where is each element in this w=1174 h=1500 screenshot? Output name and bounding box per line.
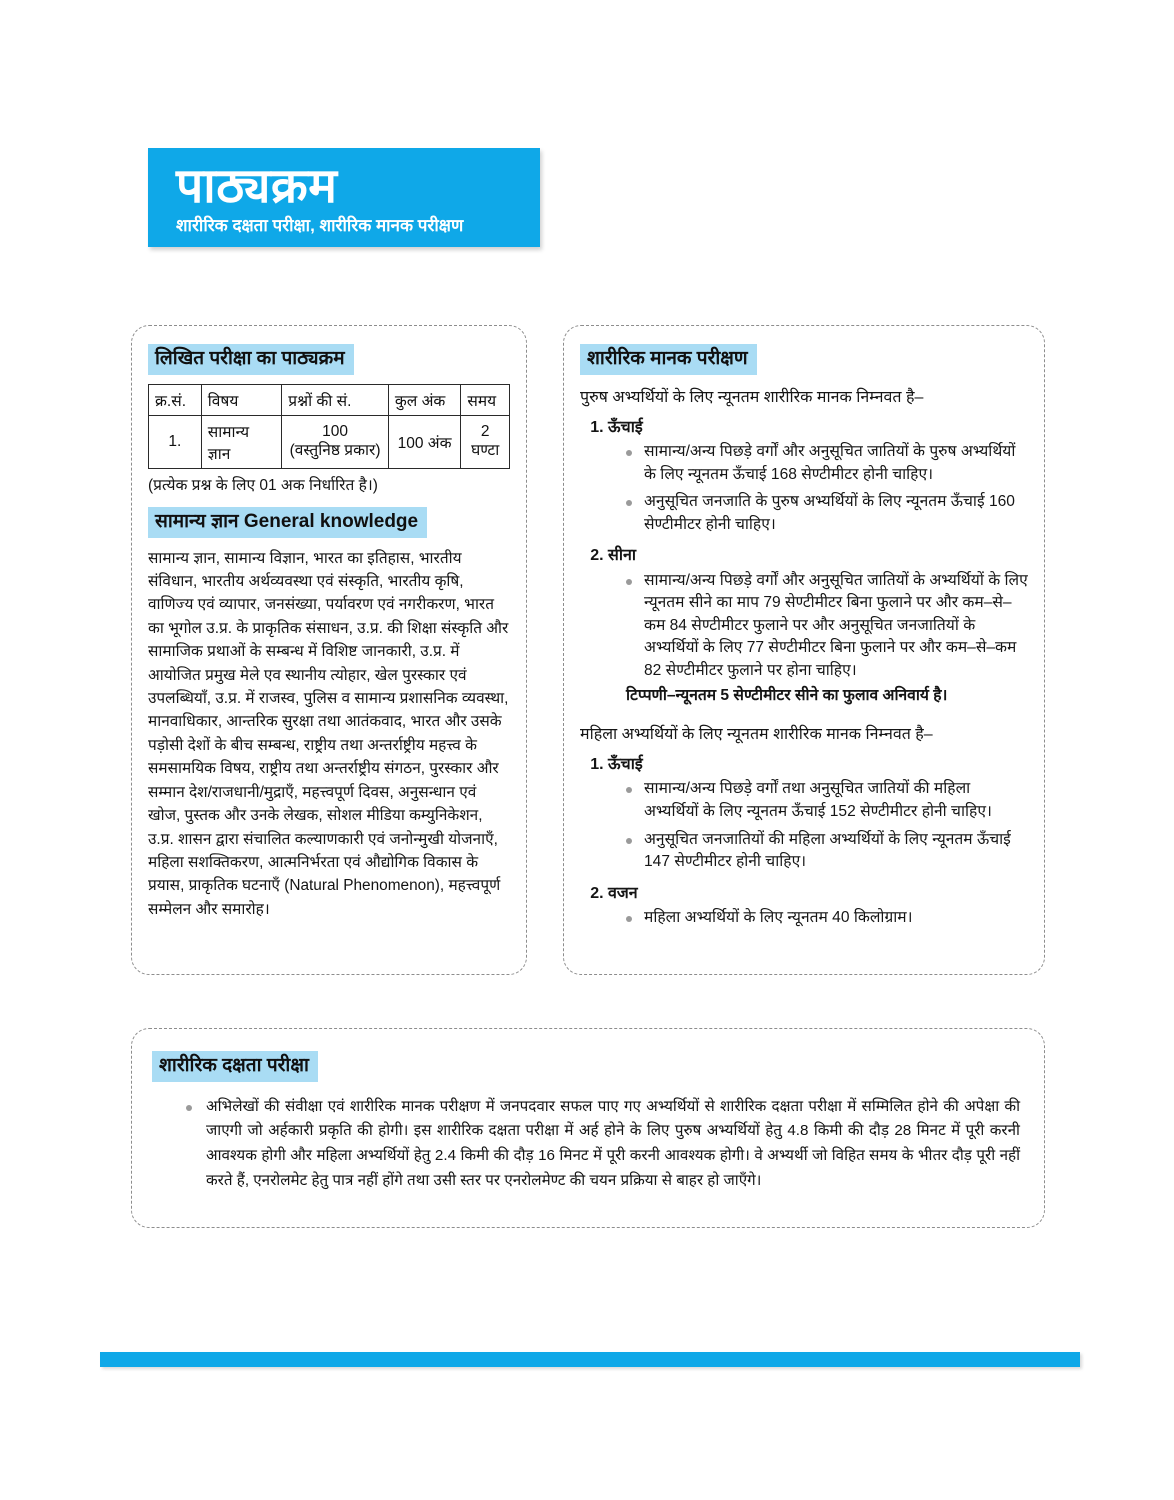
- general-knowledge-heading: [148, 507, 427, 538]
- list-item: सामान्य/अन्य पिछड़े वर्गों तथा अनुसूचित जातियों की महिला अभ्यर्थियों के लिए न्यूनतम ऊँचाई 152 सेण्टीमीटर होनी चाहिए।: [626, 778, 1028, 823]
- cell-marks: 100 अंक: [388, 415, 461, 468]
- table-note: (प्रत्येक प्रश्न के लिए 01 अक निर्धारित है।): [148, 476, 378, 494]
- cell-questions: [282, 415, 389, 468]
- physical-efficiency-test-panel: [131, 1028, 1045, 1228]
- physical-efficiency-heading: शारीरिक दक्षता परीक्षा: [152, 1051, 318, 1082]
- th-marks: कुल अंक: [388, 384, 461, 415]
- footer-accent-bar: [100, 1352, 1080, 1367]
- list-item: सामान्य/अन्य पिछड़े वर्गों और अनुसूचित जातियों के पुरुष अभ्यर्थियों के लिए न्यूनतम ऊँचाई 168 सेण्टीमीटर होनी चाहिए।: [626, 441, 1028, 486]
- male-chest-title: सीना: [608, 547, 636, 565]
- male-standards-list: [580, 416, 1028, 707]
- male-height-section: [608, 416, 1028, 537]
- list-item: अभिलेखों की संवीक्षा एवं शारीरिक मानक परीक्षण में जनपदवार सफल पाए गए अभ्यर्थियों से शारीरिक दक्षता परीक्षा में सम्मिलित होने की अपेक्षा की जाएगी जो अर्हकारी प्रकृति की होगी। इस शारीरिक दक्षता परीक्षा में अर्ह होने के लिए पुरुष अभ्यर्थियों हेतु 4.8 किमी की दौड़ 28 मिनट में पूरी करनी आवश्यक होगी और महिला अभ्यर्थियों हेतु 2.4 किमी की दौड़ 16 मिनट में पूरी करनी आवश्यक होगी। वे अभ्यर्थी जो विहित समय के भीतर दौड़ पूरी नहीं करते हैं, एनरोलमेट हेतु पात्र नहीं होंगे तथा उसी स्तर पर एनरोलमेण्ट की चयन प्रक्रिया से बाहर हो जाएँगे।: [186, 1095, 1020, 1194]
- general-knowledge-body: सामान्य ज्ञान, सामान्य विज्ञान, भारत का इतिहास, भारतीय संविधान, भारतीय अर्थव्यवस्था एवं संस्कृति, भारतीय कृषि, वाणिज्य एवं व्यापार, जनसंख्या, पर्यावरण एवं नगरीकरण, भारत का भूगोल उ.प्र. के प्राकृतिक संसाधन, उ.प्र. की शिक्षा संस्कृति और सामाजिक प्रथाओं के सम्बन्ध में विशिष्ट जानकारी, उ.प्र. में आयोजित प्रमुख मेले एव स्थानीय त्योहार, खेल पुरस्कार एवं उपलब्धियाँ, उ.प्र. में राजस्व, पुलिस व सामान्य प्रशासनिक व्यवस्था, मानवाधिकार, आन्तरिक सुरक्षा तथा आतंकवाद, भारत और उसके पड़ोसी देशों के बीच सम्बन्ध, राष्ट्रीय तथा अन्तर्राष्ट्रीय महत्त्व के समसामयिक विषय, राष्ट्रीय तथा अन्तर्राष्ट्रीय संगठन, पुरस्कार और सम्मान देश/राजधानी/मुद्राएँ, महत्त्वपूर्ण दिवस, अनुसन्धान एवं खोज, पुस्तक और उनके लेखक, सोशल मीडिया कम्युनिकेशन, उ.प्र. शासन द्वारा संचालित कल्याणकारी एवं जनोन्मुखी योजनाएँ, महिला सशक्तिकरण, आत्मनिर्भरता एवं औद्योगिक विकास के प्रयास, प्राकृतिक घटनाएँ (Natural Phenomenon), महत्त्वपूर्ण सम्मेलन और समारोह।: [148, 549, 509, 918]
- female-standards-list: [580, 753, 1028, 929]
- th-serial: क्र.सं.: [149, 384, 202, 415]
- gk-heading-hindi: सामान्य ज्ञान: [155, 510, 244, 532]
- cell-time: [461, 415, 510, 468]
- male-height-bullets: [608, 441, 1028, 536]
- female-height-title: ऊँचाई: [608, 756, 643, 774]
- th-subject: विषय: [201, 384, 282, 415]
- cell-subject: सामान्य ज्ञान: [201, 415, 282, 468]
- female-weight-bullets: [608, 907, 1028, 930]
- male-height-title: ऊँचाई: [608, 418, 643, 436]
- male-standards-intro: पुरुष अभ्यर्थियों के लिए न्यूनतम शारीरिक मानक निम्नवत है–: [580, 388, 924, 406]
- cell-questions-type: (वस्तुनिष्ठ प्रकार): [289, 441, 381, 459]
- gk-heading-english: General knowledge: [243, 510, 419, 532]
- chest-note-text: –न्यूनतम 5 सेण्टीमीटर सीने का फुलाव अनिवार्य है।: [666, 686, 948, 704]
- cell-time-unit: घण्टा: [471, 441, 500, 459]
- cell-time-value: 2: [480, 423, 490, 441]
- list-item: [626, 570, 1028, 683]
- male-chest-bullets: [608, 570, 1028, 683]
- chest-note: [626, 685, 1028, 708]
- list-item: अनुसूचित जनजातियों की महिला अभ्यर्थियों के लिए न्यूनतम ऊँचाई 147 सेण्टीमीटर होनी चाहिए।: [626, 829, 1028, 874]
- th-time: समय: [461, 384, 510, 415]
- banner-title: पाठ्यक्रम: [176, 160, 338, 213]
- male-chest-text: सामान्य/अन्य पिछड़े वर्गों और अनुसूचित जातियों के अभ्यर्थियों के लिए न्यूनतम सीने का माप 79 सेण्टीमीटर बिना फुलाने पर और कम–से–कम 84 सेण्टीमीटर फुलाने पर और अनुसूचित जनजातियों के अभ्यर्थियों के लिए 77 सेण्टीमीटर बिना फुलाने पर और कम–से–कम 82 सेण्टीमीटर फुलाने पर होना चाहिए।: [644, 571, 1028, 679]
- list-item: अनुसूचित जनजाति के पुरुष अभ्यर्थियों के लिए न्यूनतम ऊँचाई 160 सेण्टीमीटर होनी चाहिए।: [626, 491, 1028, 536]
- banner-subtitle: शारीरिक दक्षता परीक्षा, शारीरिक मानक परीक्षण: [176, 216, 464, 236]
- female-height-section: [608, 753, 1028, 874]
- chest-note-label: टिप्पणी: [626, 686, 667, 704]
- physical-standard-test-panel: [563, 325, 1045, 975]
- female-weight-section: [608, 882, 1028, 930]
- table-header-row: [149, 384, 510, 415]
- male-chest-section: [608, 544, 1028, 707]
- physical-standard-heading: शारीरिक मानक परीक्षण: [580, 344, 757, 375]
- th-questions: प्रश्नों की सं.: [282, 384, 389, 415]
- page-header-banner: [148, 148, 540, 247]
- cell-questions-count: 100: [322, 423, 348, 441]
- female-standards-intro: महिला अभ्यर्थियों के लिए न्यूनतम शारीरिक मानक निम्नवत है–: [580, 726, 933, 744]
- table-row: [149, 415, 510, 468]
- written-exam-heading: लिखित परीक्षा का पाठ्यक्रम: [148, 344, 354, 375]
- cell-serial: 1.: [149, 415, 202, 468]
- female-weight-title: वजन: [608, 884, 638, 902]
- written-exam-syllabus-panel: [131, 325, 527, 975]
- physical-efficiency-list: [152, 1095, 1020, 1194]
- female-height-bullets: [608, 778, 1028, 873]
- list-item: महिला अभ्यर्थियों के लिए न्यूनतम 40 किलोग्राम।: [626, 907, 1028, 930]
- syllabus-table: [148, 384, 510, 469]
